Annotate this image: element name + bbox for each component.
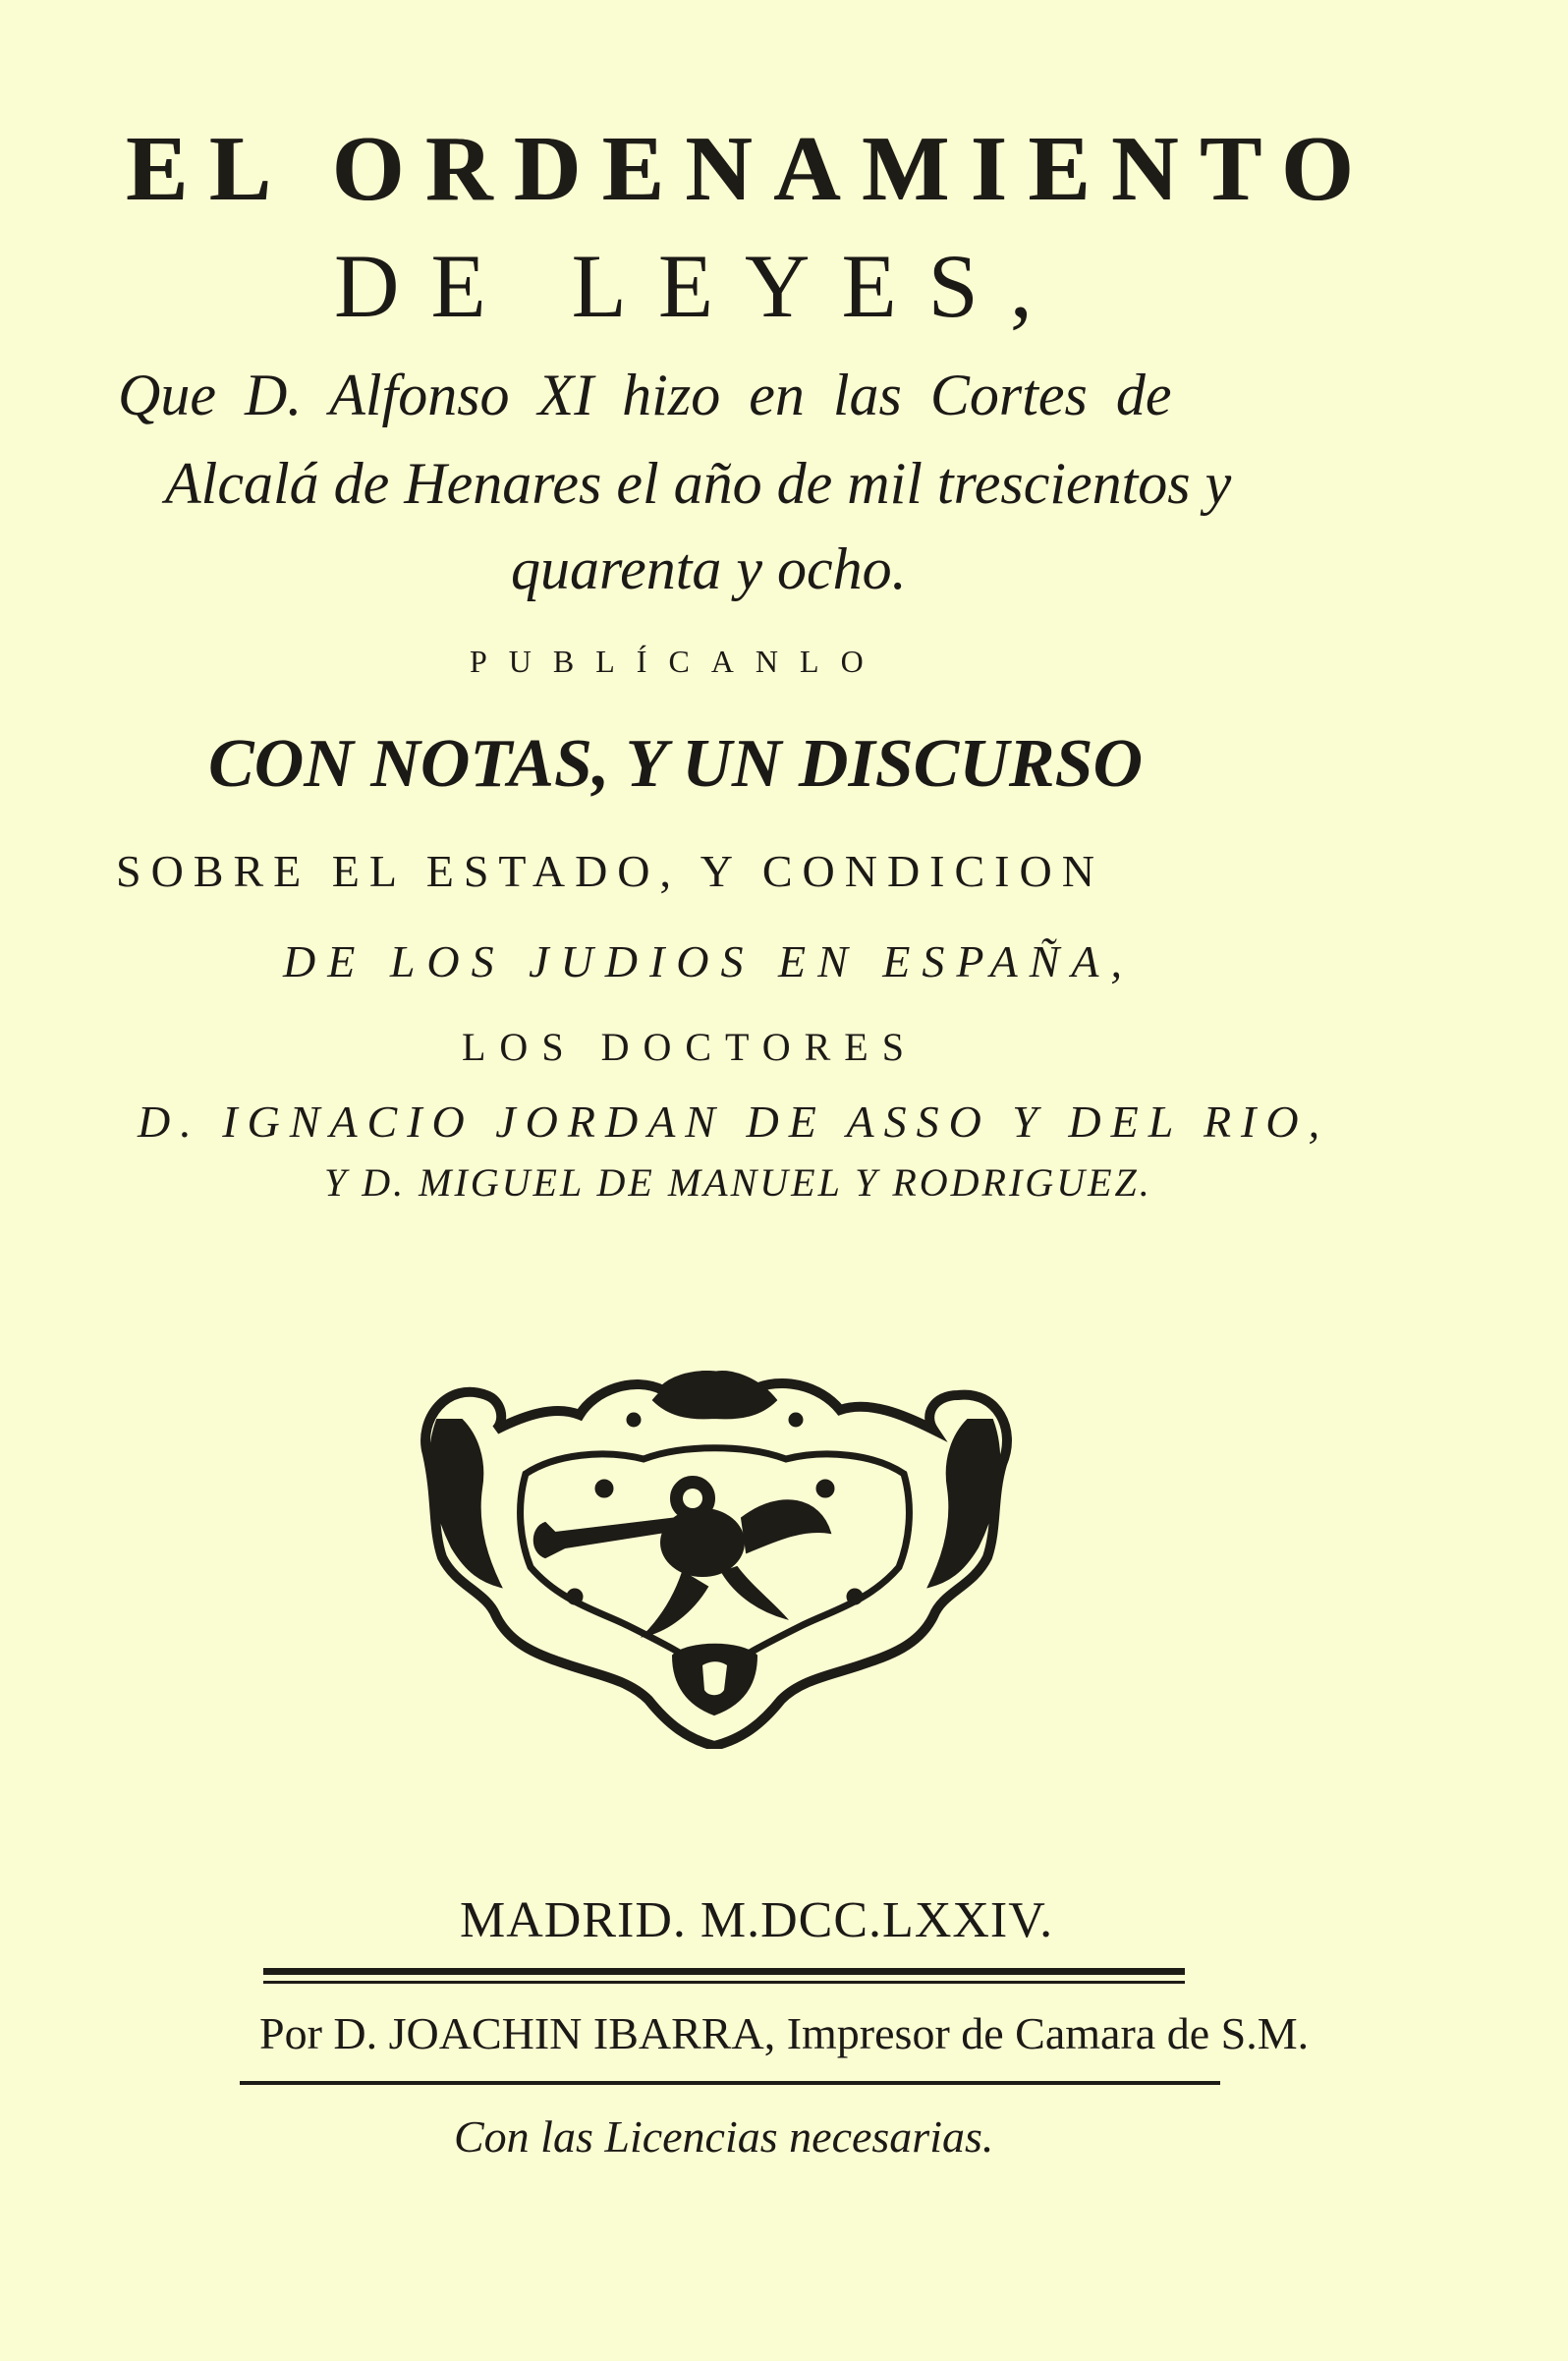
place-date: MADRID. M.DCC.LXXIV.: [460, 1892, 1054, 1948]
double-rule-thick: [263, 1968, 1185, 1975]
bottom-rule: [240, 2081, 1220, 2085]
judios-line: DE LOS JUDIOS EN ESPAÑA,: [283, 936, 1134, 986]
author-line-1: D. IGNACIO JORDAN DE ASSO Y DEL RIO,: [138, 1096, 1330, 1147]
licencias-line: Con las Licencias necesarias.: [454, 2111, 994, 2162]
doctores-label: LOS DOCTORES: [462, 1025, 918, 1069]
title-line-1: EL ORDENAMIENTO: [126, 118, 1375, 220]
subtitle-line-3: quarenta y ocho.: [511, 536, 907, 601]
author-line-2: Y D. MIGUEL DE MANUEL Y RODRIGUEZ.: [324, 1160, 1152, 1205]
printer-line: Por D. JOACHIN IBARRA, Impresor de Camara de S.M.: [259, 2008, 1310, 2058]
sobre-line: SOBRE EL ESTADO, Y CONDICION: [116, 846, 1104, 896]
subtitle-line-1: Que D. Alfonso XI hizo en las Cortes de: [118, 363, 1172, 427]
subtitle-line-2: Alcalá de Henares el año de mil trescientos y: [165, 451, 1232, 516]
printers-ornament-icon: [408, 1361, 1022, 1749]
publicanlo-label: PUBLÍCANLO: [470, 644, 885, 679]
double-rule-thin: [263, 1981, 1185, 1984]
title-line-2: DE LEYES,: [334, 236, 1064, 336]
con-notas-heading: CON NOTAS, Y UN DISCURSO: [208, 726, 1144, 802]
